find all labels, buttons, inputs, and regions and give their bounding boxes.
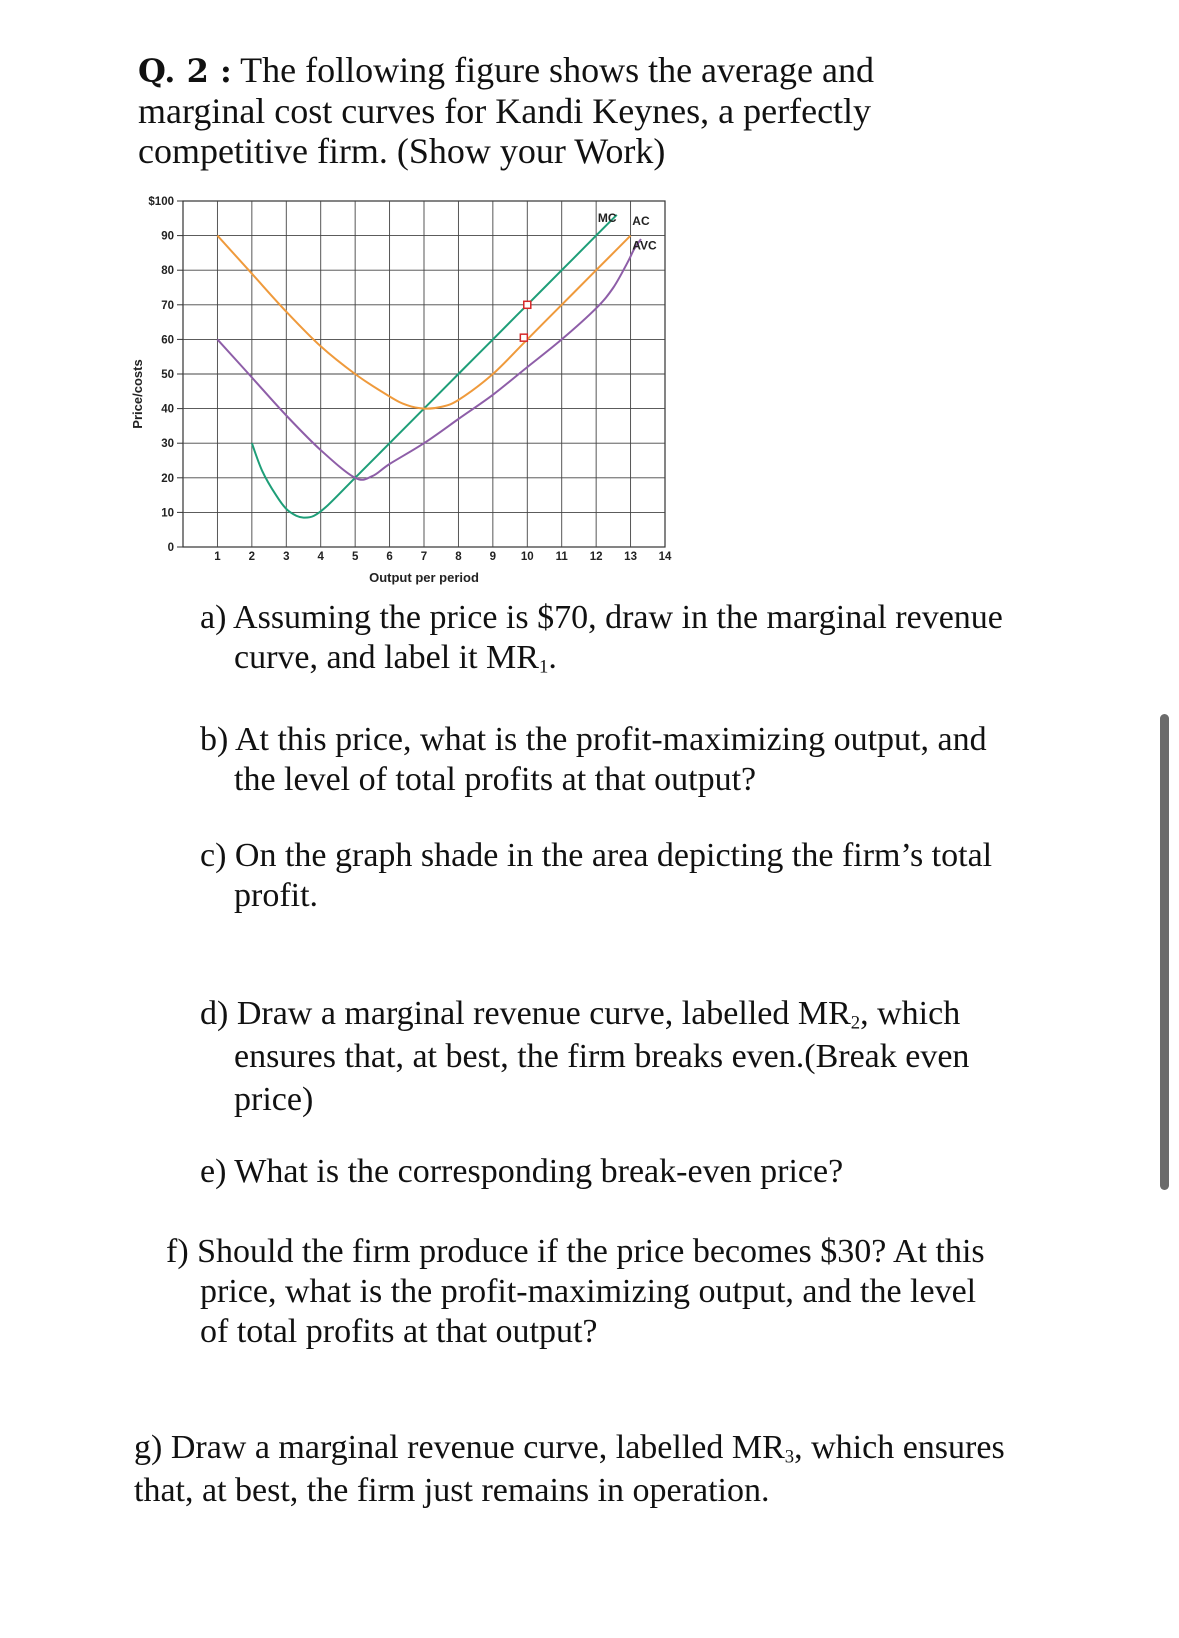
part-a-subscript: 1	[538, 656, 549, 678]
vertical-scrollbar[interactable]	[1160, 714, 1169, 1190]
curve-label-ac: AC	[632, 214, 650, 229]
chart-grid	[183, 201, 665, 547]
x-tick-label: 3	[283, 551, 290, 563]
curve-label-avc: AVC	[632, 238, 657, 253]
part-c-line-1: c) On the graph shade in the area depicting the firm’s total	[200, 837, 993, 874]
y-tick-label: 30	[161, 438, 174, 451]
x-tick-label: 8	[455, 551, 462, 563]
y-tick-label: 60	[161, 334, 174, 347]
y-tick-label: $100	[148, 196, 174, 208]
part-f-line-3: of total profits at that output?	[200, 1313, 598, 1350]
y-tick-label: 50	[161, 369, 174, 381]
curve-label-mc: MC	[597, 210, 617, 225]
x-tick-label: 14	[658, 551, 672, 563]
y-tick-label: 10	[161, 507, 174, 520]
part-g-line-1-end: , which ensures	[794, 1429, 1005, 1466]
part-c	[200, 836, 992, 916]
y-tick-label: 40	[161, 403, 174, 416]
part-d-line-2: ensures that, at best, the firm breaks even.(Break even	[234, 1038, 970, 1075]
x-axis-label: Output per period	[369, 570, 479, 585]
question-text-3: competitive firm. (Show your Work)	[138, 131, 666, 171]
part-g	[134, 1426, 1005, 1512]
part-g-line-1	[134, 1429, 1005, 1466]
x-tick-label: 10	[520, 551, 534, 563]
part-d-subscript: 2	[850, 1012, 861, 1034]
y-tick-label: 90	[161, 230, 174, 243]
x-tick-label: 1	[214, 551, 221, 563]
x-tick-label: 12	[589, 551, 603, 563]
part-f-line-2: price, what is the profit-maximizing output, and the level	[200, 1273, 977, 1310]
part-g-subscript: 3	[784, 1446, 795, 1468]
x-tick-label: 6	[386, 551, 393, 563]
x-axis-ticks	[214, 551, 672, 563]
part-a-line-1: a) Assuming the price is $70, draw in the marginal revenue	[200, 599, 1003, 636]
x-tick-label: 2	[248, 551, 256, 563]
y-axis-ticks	[148, 196, 183, 554]
point-marker	[524, 301, 531, 308]
x-tick-label: 13	[624, 551, 637, 563]
part-d-line-3: price)	[234, 1081, 314, 1118]
part-e	[200, 1152, 843, 1192]
y-tick-label: 0	[167, 542, 174, 554]
part-a	[200, 598, 1003, 678]
part-a-line-2-text: curve, and label it MR	[234, 639, 539, 676]
part-d-line-1	[200, 995, 960, 1032]
cost-curves-chart	[130, 190, 690, 600]
part-a-line-2-end: .	[548, 639, 557, 676]
question-text-2: marginal cost curves for Kandi Keynes, a perfectly	[138, 91, 872, 131]
x-tick-label: 11	[555, 551, 568, 563]
part-f-line-1: f) Should the firm produce if the price becomes $30? At this	[166, 1233, 985, 1270]
part-a-line-2	[200, 638, 1003, 678]
part-f	[166, 1232, 985, 1352]
question-number: Q. 2 :	[138, 52, 232, 90]
question-line-1	[138, 50, 1038, 91]
part-d	[200, 992, 969, 1121]
part-c-line-2: profit.	[234, 877, 319, 914]
part-b-line-2: the level of total profits at that output?	[234, 761, 757, 798]
x-tick-label: 4	[317, 551, 324, 563]
point-marker	[520, 334, 527, 341]
x-tick-label: 9	[489, 551, 497, 563]
part-d-line-1-end: , which	[860, 995, 961, 1032]
x-tick-label: 5	[351, 551, 359, 563]
part-d-line-1-text: d) Draw a marginal revenue curve, labelled MR	[200, 995, 851, 1032]
y-axis-label: Price/costs	[130, 359, 145, 429]
y-tick-label: 20	[161, 472, 174, 485]
y-tick-label: 80	[161, 265, 174, 278]
part-b	[200, 720, 987, 800]
y-tick-label: 70	[161, 299, 174, 312]
part-g-line-1-text: g) Draw a marginal revenue curve, labelled MR	[134, 1429, 785, 1466]
part-g-line-2: that, at best, the firm just remains in operation.	[134, 1472, 770, 1509]
question-text-1: The following figure shows the average and	[240, 50, 874, 90]
x-tick-label: 7	[420, 551, 428, 563]
part-b-line-1: b) At this price, what is the profit-maximizing output, and	[200, 721, 987, 758]
part-e-line-1: e) What is the corresponding break-even price?	[200, 1153, 844, 1190]
question-title	[138, 50, 1038, 171]
